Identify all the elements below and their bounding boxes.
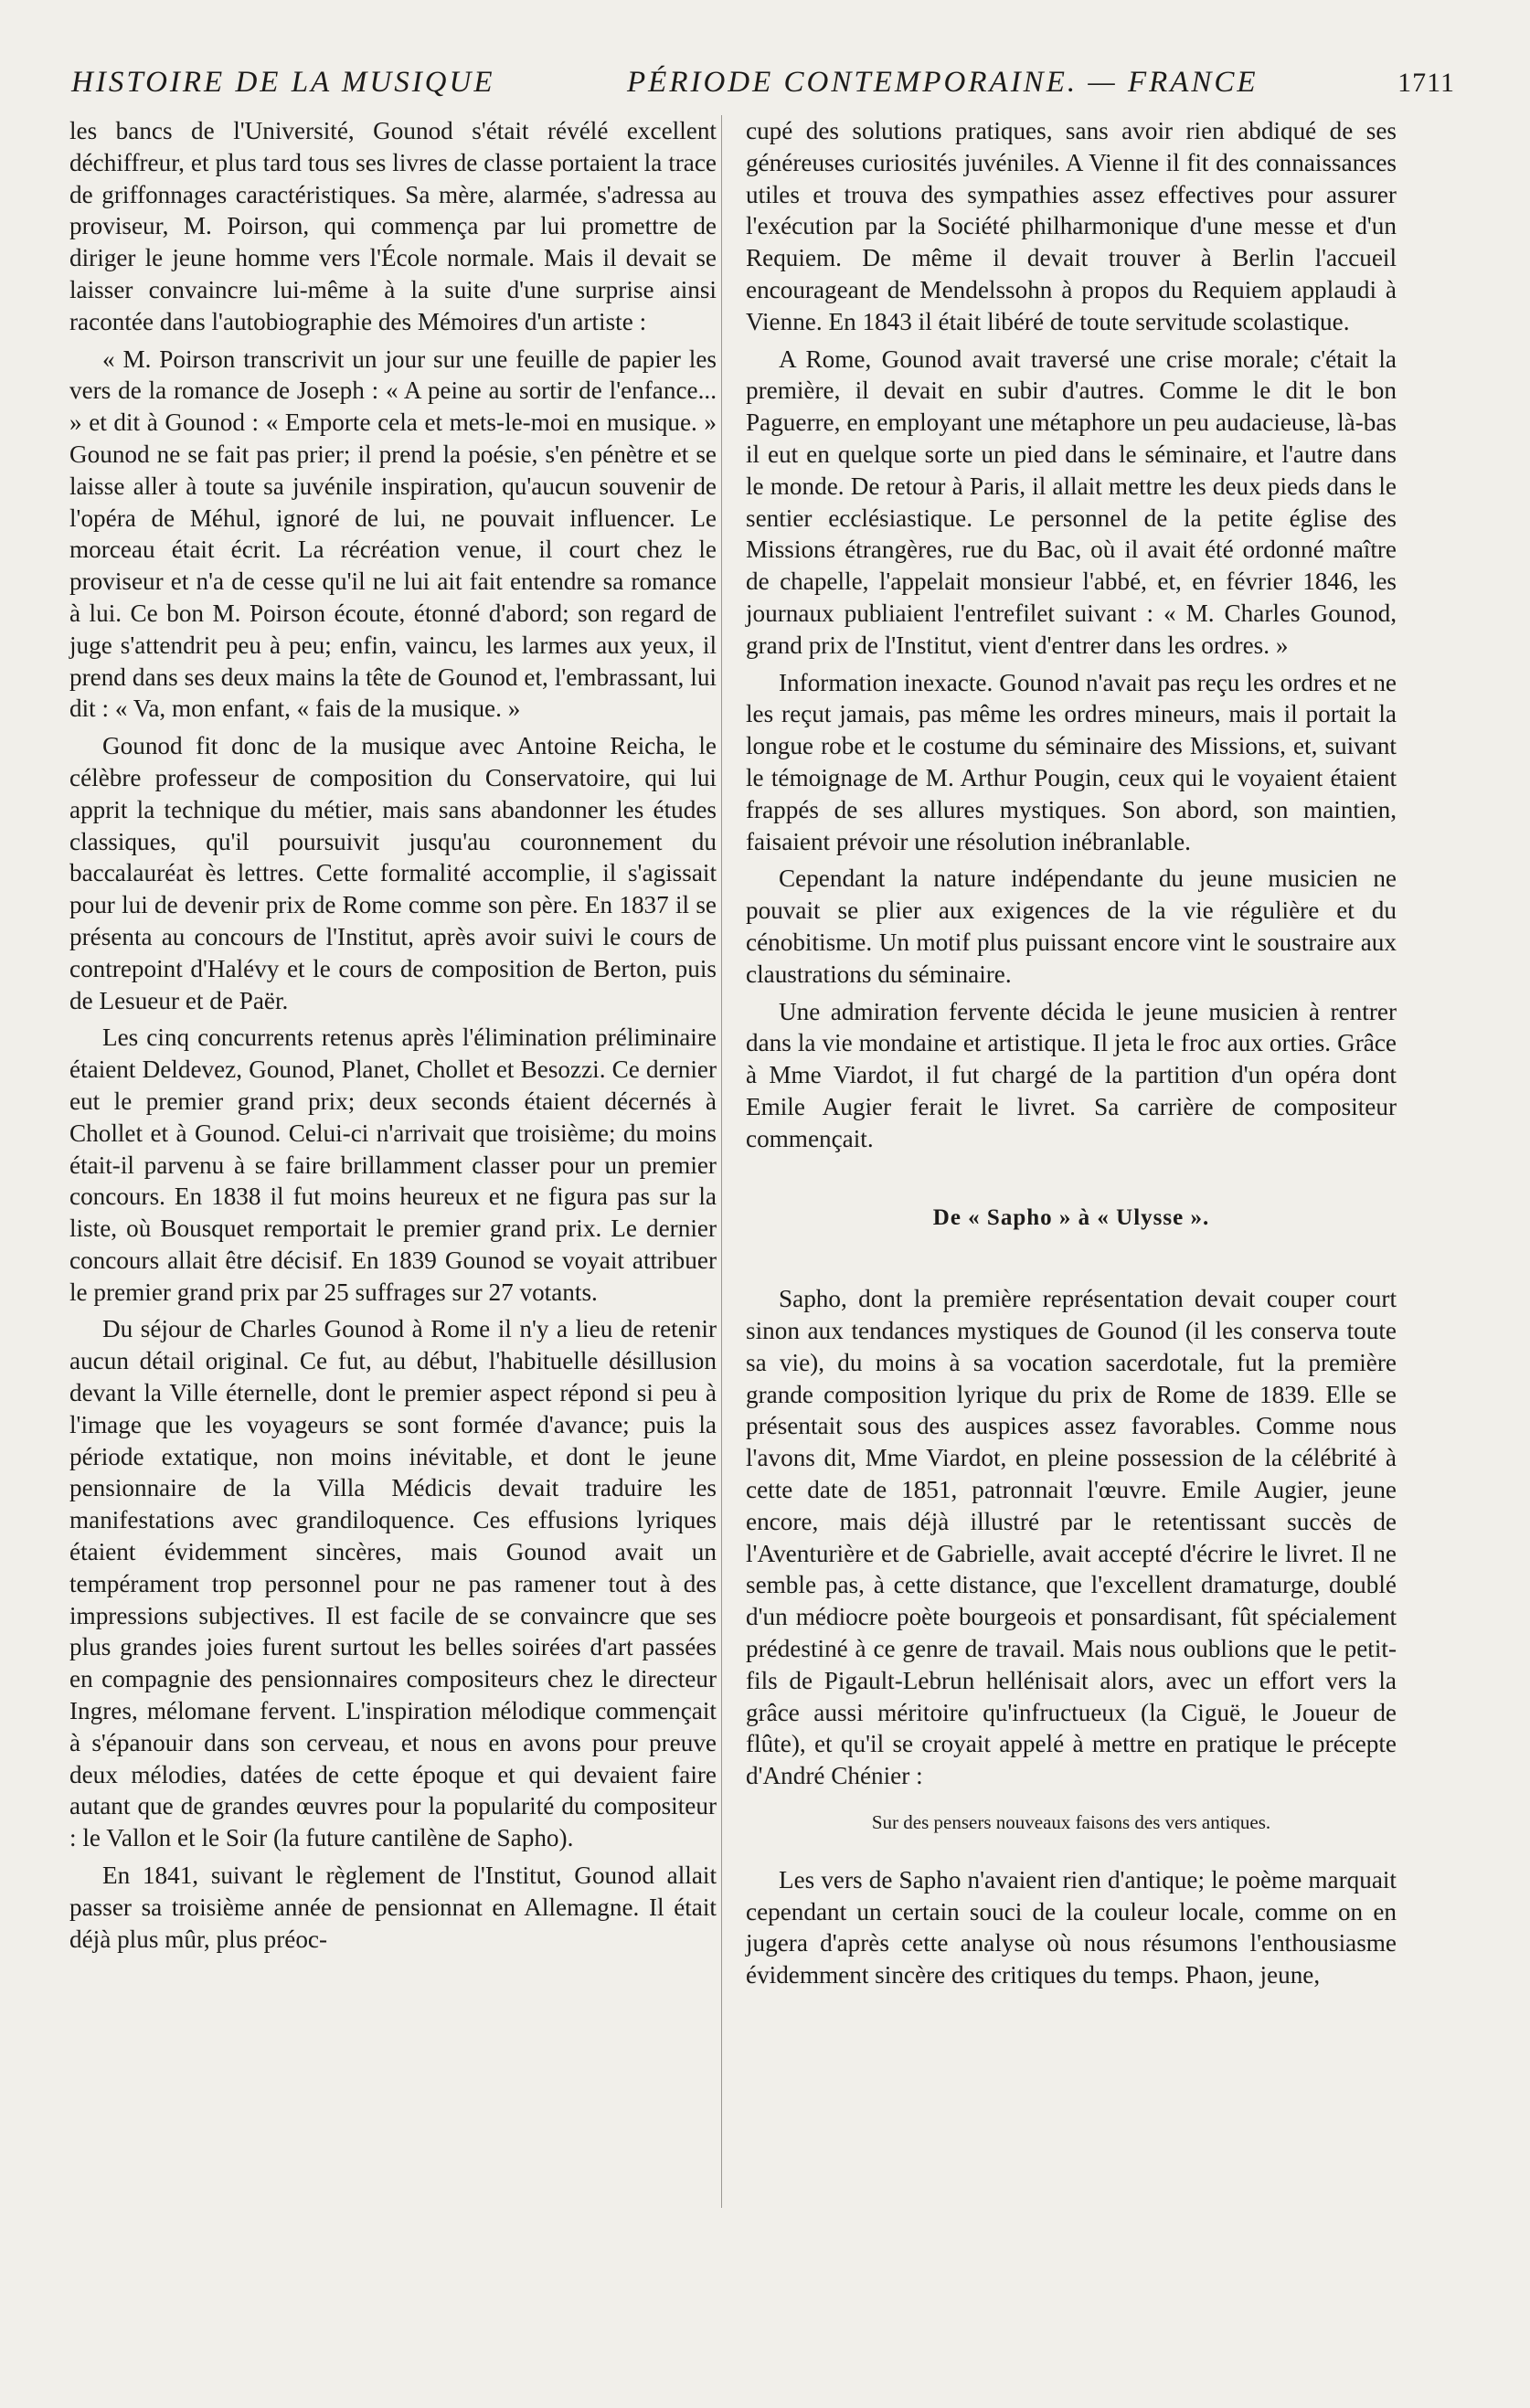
- right-column: [746, 115, 1397, 1997]
- paragraph: Information inexacte. Gounod n'avait pas reçu les ordres et ne les reçut jamais, pas même les ordres mineurs, mais il portait la longue robe et le costume du séminaire des Missions, et, suivant le témoignage de M. Arthur Pougin, ceux qui le voyaient étaient frappés de ses allures mystiques. Son abord, son maintien, faisaient prévoir une résolution inébranlable.: [746, 668, 1397, 855]
- running-header: [71, 66, 1455, 106]
- column-divider: [721, 115, 722, 2208]
- header-left-title: HISTOIRE DE LA MUSIQUE: [71, 66, 495, 99]
- left-column: [69, 115, 717, 1960]
- paragraph: Gounod fit donc de la musique avec Antoine Reicha, le célèbre professeur de composition du Conservatoire, qui lui apprit la technique du métier, mais sans abandonner les études classiques, qu'il poursuivit jusqu'au couronnement du baccalauréat ès lettres. Cette formalité accomplie, il s'agissait pour lui de devenir prix de Rome comme son père. En 1837 il se présenta au concours de l'Institut, après avoir suivi le cours de contrepoint d'Halévy et le cours de composition de Berton, puis de Lesueur et de Paër.: [69, 732, 717, 1014]
- paragraph: « M. Poirson transcrivit un jour sur une feuille de papier les vers de la romance de Joseph : « A peine au sortir de l'enfance... » et dit à Gounod : « Emporte cela et mets-le-moi en musique. » Gounod ne se fait pas prier; il prend la poésie, s'en pénètre et se laisse aller à toute sa juvénile inspiration, qu'aucun souvenir de l'opéra de Méhul, ignoré de lui, ne pouvait influencer. Le morceau était écrit. La récréation venue, il court chez le proviseur et n'a de cesse qu'il ne lui ait fait entendre sa romance à lui. Ce bon M. Poirson écoute, étonné d'abord; son regard de juge s'attendrit peu à peu; enfin, vaincu, les larmes aux yeux, il prend dans ses deux mains la tête de Gounod et, l'embrassant, lui dit : « Va, mon enfant, « fais de la musique. »: [69, 345, 717, 723]
- section-heading: De « Sapho » à « Ulysse ».: [932, 1204, 1210, 1230]
- paragraph: cupé des solutions pratiques, sans avoir rien abdiqué de ses généreuses curiosités juvéniles. A Vienne il fit des connaissances utiles et trouva des sympathies assez effectives pour assurer l'exécution par la Société philharmonique d'une messe et d'un Requiem. De même il devait trouver à Berlin l'accueil encourageant de Mendelssohn à propos du Requiem applaudi à Vienne. En 1843 il était libéré de toute servitude scolastique.: [746, 117, 1397, 335]
- paragraph: Les vers de Sapho n'avaient rien d'antique; le poème marquait cependant un certain souci de la couleur locale, comme on en jugera d'après cette analyse où nous résumons l'enthousiasme évidemment sincère des critiques du temps. Phaon, jeune,: [746, 1865, 1397, 1989]
- paragraph: Les cinq concurrents retenus après l'élimination préliminaire étaient Deldevez, Gounod, Planet, Chollet et Besozzi. Ce dernier eut le premier grand prix; deux seconds étaient décernés à Chollet et à Gounod. Celui-ci n'arrivait que troisième; du moins était-il parvenu à se faire brillamment classer pour un premier concours. En 1838 il fut moins heureux et ne figura pas sur la liste, où Bousquet remportait le premier grand prix. Le dernier concours allait être décisif. En 1839 Gounod se voyait attribuer le premier grand prix par 25 suffrages sur 27 votants.: [69, 1024, 717, 1306]
- page-number: 1711: [1397, 68, 1455, 98]
- paragraph: Du séjour de Charles Gounod à Rome il n'y a lieu de retenir aucun détail original. Ce fut, au début, l'habituelle désillusion devant la Ville éternelle, dont le premier aspect répond si peu à l'image que les voyageurs se sont formée d'avance; puis la période extatique, non moins inévitable, et dont le jeune pensionnaire de la Villa Médicis devait traduire les manifestations avec grandiloquence. Ces effusions lyriques étaient évidemment sincères, mais Gounod avait un tempérament trop personnel pour ne pas ramener tout à des impressions subjectives. Il est facile de se convaincre que ses plus grandes joies furent surtout les belles soirées d'art passées en compagnie des pensionnaires compositeurs chez le directeur Ingres, mélomane fervent. L'inspiration mélodique commençait à s'épanouir dans son cerveau, et nous en avons pour preuve deux mélodies, datées de cette époque et qui devaient faire autant que de grandes œuvres pour la popularité du compositeur : le Vallon et le Soir (la future cantilène de Sapho).: [69, 1315, 717, 1852]
- verse-quotation: Sur des pensers nouveaux faisons des vers antiques.: [871, 1811, 1271, 1834]
- paragraph: A Rome, Gounod avait traversé une crise morale; c'était la première, il devait en subir d'autres. Comme le dit le bon Paguerre, en employant une métaphore un peu audacieuse, là-bas il eut en quelque sorte un pied dans le séminaire, et l'autre dans le monde. De retour à Paris, il allait mettre les deux pieds dans le sentier ecclésiastique. Le personnel de la petite église des Missions étrangères, rue du Bac, où il avait été ordonné maître de chapelle, l'appelait monsieur l'abbé, et, en février 1846, les journaux publiaient l'entrefilet suivant : « M. Charles Gounod, grand prix de l'Institut, vient d'entrer dans les ordres. »: [746, 345, 1397, 659]
- paragraph: les bancs de l'Université, Gounod s'était révélé excellent déchiffreur, et plus tard tous ses livres de classe portaient la trace de griffonnages caractéristiques. Sa mère, alarmée, s'adressa au proviseur, M. Poirson, qui commença par lui promettre de diriger le jeune homme vers l'École normale. Mais il devait se laisser convaincre lui-même à la suite d'une surprise ainsi racontée dans l'autobiographie des Mémoires d'un artiste :: [69, 117, 717, 335]
- paragraph: Sapho, dont la première représentation devait couper court sinon aux tendances mystiques de Gounod (il les conserva toute sa vie), du moins à sa vocation sacerdotale, fut la première grande composition lyrique du prix de Rome de 1839. Elle se présentait sous des auspices assez favorables. Comme nous l'avons dit, Mme Viardot, en pleine possession de la célébrité à cette date de 1851, patronnait l'œuvre. Emile Augier, jeune encore, mais déjà illustré par le retentissant succès de l'Aventurière et de Gabrielle, avait accepté d'écrire le livret. Il ne semble pas, à cette distance, que l'excellent dramaturge, doublé d'un médiocre poète bourgeois et ponsardisant, fût spécialement prédestiné à ce genre de travail. Mais nous oublions que le petit-fils de Pigault-Lebrun hellénisait alors, avec un effort vers la grâce aussi méritoire qu'infructueux (la Ciguë, le Joueur de flûte), et qu'il se croyait appelé à mettre en pratique le précepte d'André Chénier :: [746, 1285, 1397, 1790]
- header-center-title: PÉRIODE CONTEMPORAINE. — FRANCE: [627, 66, 1259, 99]
- paragraph: Cependant la nature indépendante du jeune musicien ne pouvait se plier aux exigences de la vie régulière et du cénobitisme. Un motif plus puissant encore vint le soustraire aux claustrations du séminaire.: [746, 865, 1397, 988]
- paragraph: En 1841, suivant le règlement de l'Institut, Gounod allait passer sa troisième année de pensionnat en Allemagne. Il était déjà plus mûr, plus préoc-: [69, 1862, 717, 1953]
- paragraph: Une admiration fervente décida le jeune musicien à rentrer dans la vie mondaine et artistique. Il jeta le froc aux orties. Grâce à Mme Viardot, il fut chargé de la partition d'un opéra dont Emile Augier ferait le livret. Sa carrière de compositeur commençait.: [746, 997, 1397, 1152]
